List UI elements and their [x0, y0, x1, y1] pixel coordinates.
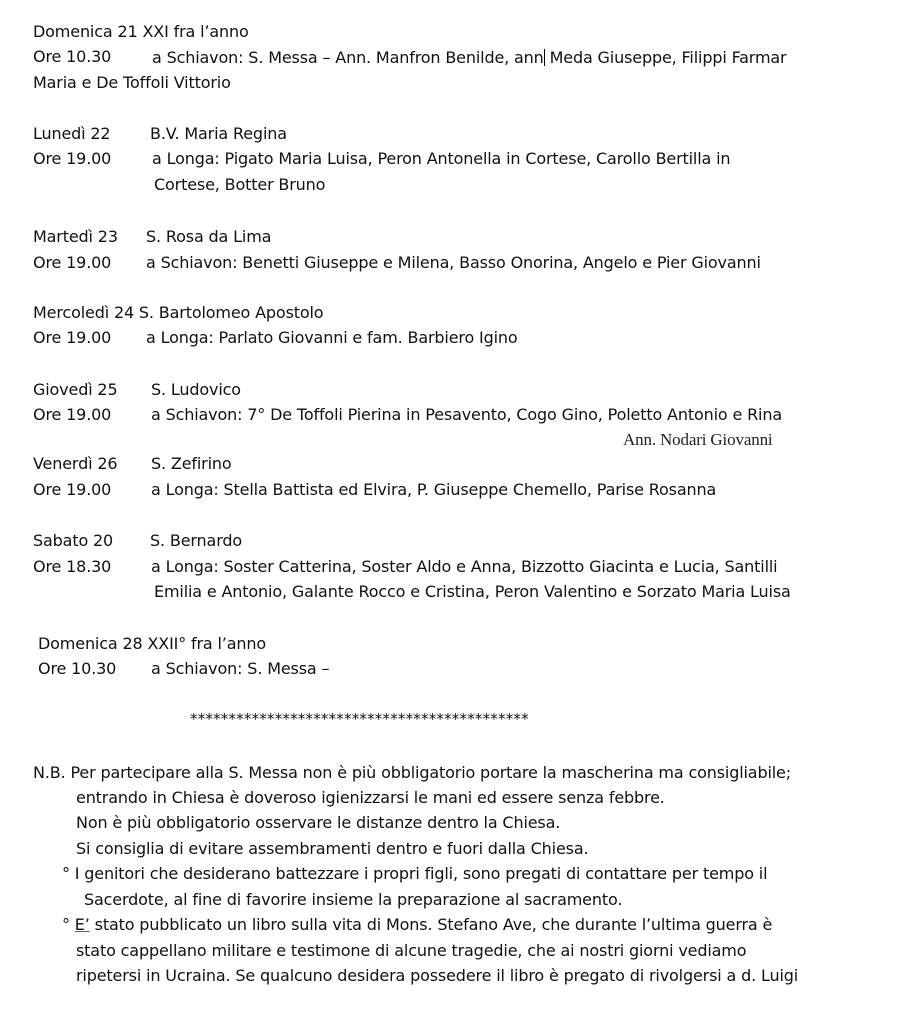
friday-26-day: Venerdì 26 — [33, 454, 118, 473]
friday-26-time: Ore 19.00 — [33, 480, 112, 499]
thursday-25-time: Ore 19.00 — [33, 405, 112, 424]
tuesday-23-saint: S. Rosa da Lima — [146, 227, 272, 246]
note-line-8: stato cappellano militare e testimone di alcune tragedie, che ai nostri giorni vediamo — [76, 941, 747, 960]
thursday-25-day: Giovedì 25 — [33, 380, 118, 399]
note-line-7-underlined-word: E’ — [74, 915, 90, 934]
sunday-28-text: a Schiavon: S. Messa – — [151, 659, 330, 678]
sunday-21-text-b: Meda Giuseppe, Filippi Farmar — [544, 48, 787, 67]
thursday-25-extra: Ann. Nodari Giovanni — [623, 430, 773, 449]
sunday-28-time: Ore 10.30 — [38, 659, 117, 678]
sunday-28-header: Domenica 28 XXII° fra l’anno — [38, 634, 267, 653]
note-line-7-bullet: ° — [62, 915, 75, 934]
thursday-25-text: a Schiavon: 7° De Toffoli Pierina in Pesavento, Cogo Gino, Poletto Antonio e Rina — [151, 405, 782, 424]
wednesday-24-time: Ore 19.00 — [33, 328, 112, 347]
friday-26-text: a Longa: Stella Battista ed Elvira, P. Giuseppe Chemello, Parise Rosanna — [151, 480, 717, 499]
wednesday-24-header: Mercoledì 24 S. Bartolomeo Apostolo — [33, 303, 324, 322]
thursday-25-saint: S. Ludovico — [151, 380, 241, 399]
note-line-7 — [62, 917, 772, 933]
saturday-20-day: Sabato 20 — [33, 531, 114, 550]
note-line-1: N.B. Per partecipare alla S. Messa non è più obbligatorio portare la mascherina ma consigliabile; — [33, 763, 791, 782]
tuesday-23-text: a Schiavon: Benetti Giuseppe e Milena, Basso Onorina, Angelo e Pier Giovanni — [146, 253, 761, 272]
saturday-20-text: a Longa: Soster Catterina, Soster Aldo e Anna, Bizzotto Giacinta e Lucia, Santilli — [151, 557, 778, 576]
monday-22-text: a Longa: Pigato Maria Luisa, Peron Antonella in Cortese, Carollo Bertilla in — [152, 149, 731, 168]
saturday-20-text-line2: Emilia e Antonio, Galante Rocco e Cristina, Peron Valentino e Sorzato Maria Luisa — [154, 582, 791, 601]
note-line-3: Non è più obbligatorio osservare le distanze dentro la Chiesa. — [76, 813, 561, 832]
friday-26-saint: S. Zefirino — [151, 454, 232, 473]
note-line-9: ripetersi in Ucraina. Se qualcuno desidera possedere il libro è pregato di rivolgersi a d. Luigi — [76, 966, 799, 985]
saturday-20-time: Ore 18.30 — [33, 557, 112, 576]
separator-stars: ******************************************** — [190, 710, 529, 728]
wednesday-24-text: a Longa: Parlato Giovanni e fam. Barbiero Igino — [146, 328, 518, 347]
monday-22-saint: B.V. Maria Regina — [150, 124, 287, 143]
note-line-5: ° I genitori che desiderano battezzare i propri figli, sono pregati di contattare per tempo il — [62, 864, 768, 883]
note-line-2: entrando in Chiesa è doveroso igienizzarsi le mani ed essere senza febbre. — [76, 788, 665, 807]
monday-22-day: Lunedì 22 — [33, 124, 111, 143]
note-line-6: Sacerdote, al fine di favorire insieme la preparazione al sacramento. — [84, 890, 623, 909]
sunday-21-text-line2: Maria e De Toffoli Vittorio — [33, 73, 231, 92]
tuesday-23-time: Ore 19.00 — [33, 253, 112, 272]
note-line-4: Si consiglia di evitare assembramenti dentro e fuori dalla Chiesa. — [76, 839, 589, 858]
monday-22-time: Ore 19.00 — [33, 149, 112, 168]
sunday-21-time: Ore 10.30 — [33, 47, 112, 66]
sunday-21-text — [152, 49, 786, 66]
note-line-7-rest: stato pubblicato un libro sulla vita di Mons. Stefano Ave, che durante l’ultima guerra è — [89, 915, 773, 934]
sunday-21-header: Domenica 21 XXI fra l’anno — [33, 22, 249, 41]
sunday-21-text-a: a Schiavon: S. Messa – Ann. Manfron Benilde, ann — [152, 48, 544, 67]
saturday-20-saint: S. Bernardo — [150, 531, 242, 550]
monday-22-text-line2: Cortese, Botter Bruno — [154, 175, 326, 194]
tuesday-23-day: Martedì 23 — [33, 227, 118, 246]
